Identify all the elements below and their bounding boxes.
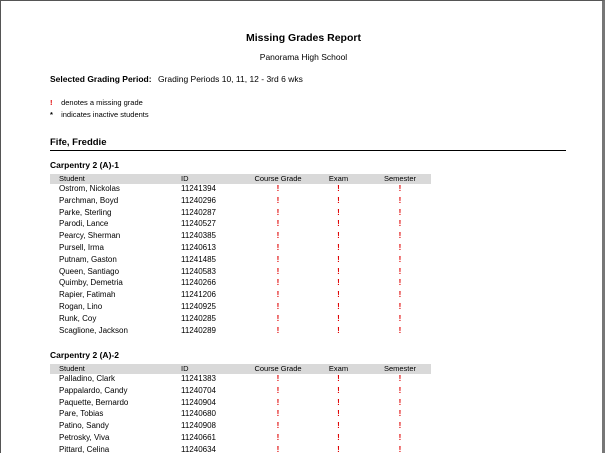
missing-course-grade-mark: ! bbox=[276, 374, 280, 383]
missing-course-grade-mark: ! bbox=[276, 397, 280, 407]
missing-semester-mark: ! bbox=[398, 266, 402, 276]
missing-exam-mark: ! bbox=[337, 432, 340, 442]
missing-semester-mark: ! bbox=[398, 254, 402, 264]
inactive-student-symbol: * bbox=[50, 110, 53, 119]
student-id: 11240385 bbox=[181, 231, 216, 241]
grading-period-label: Selected Grading Period: bbox=[50, 74, 152, 84]
table-row bbox=[50, 386, 431, 398]
missing-semester-mark: ! bbox=[398, 219, 402, 229]
student-name: Pursell, Irma bbox=[59, 242, 104, 252]
missing-semester-mark: ! bbox=[398, 290, 402, 300]
teacher-name: Fife, Freddie bbox=[50, 137, 566, 151]
student-id: 11240680 bbox=[181, 409, 216, 419]
table-row bbox=[50, 421, 431, 433]
missing-exam-mark: ! bbox=[337, 409, 340, 419]
table-header bbox=[50, 174, 431, 184]
missing-course-grade-mark: ! bbox=[276, 219, 280, 229]
missing-exam-mark: ! bbox=[337, 397, 340, 407]
student-name: Rogan, Lino bbox=[59, 301, 103, 311]
missing-course-grade-mark: ! bbox=[276, 290, 280, 300]
column-header-semester: Semester bbox=[383, 174, 417, 183]
missing-course-grade-mark: ! bbox=[276, 325, 280, 335]
missing-course-grade-mark: ! bbox=[276, 301, 280, 311]
student-id: 11241383 bbox=[181, 374, 216, 383]
student-name: Parke, Sterling bbox=[59, 207, 112, 217]
student-name: Pearcy, Sherman bbox=[59, 231, 121, 241]
table-row bbox=[50, 374, 431, 386]
missing-exam-mark: ! bbox=[337, 231, 340, 241]
student-name: Rapier, Fatimah bbox=[59, 290, 116, 300]
table-row bbox=[50, 196, 431, 208]
student-name: Patino, Sandy bbox=[59, 421, 109, 431]
column-header-student: Student bbox=[59, 364, 85, 373]
table-row bbox=[50, 326, 431, 338]
missing-exam-mark: ! bbox=[337, 195, 340, 205]
missing-course-grade-mark: ! bbox=[276, 421, 280, 431]
legend-missing-text: denotes a missing grade bbox=[61, 98, 143, 107]
student-id: 11241485 bbox=[181, 254, 216, 264]
missing-semester-mark: ! bbox=[398, 444, 402, 453]
missing-semester-mark: ! bbox=[398, 385, 402, 395]
course-title: Carpentry 2 (A)-2 bbox=[50, 350, 119, 360]
legend-inactive bbox=[50, 110, 149, 119]
missing-semester-mark: ! bbox=[398, 397, 402, 407]
table-row bbox=[50, 184, 431, 196]
course-title: Carpentry 2 (A)-1 bbox=[50, 160, 119, 170]
missing-semester-mark: ! bbox=[398, 421, 402, 431]
missing-exam-mark: ! bbox=[337, 207, 340, 217]
table-row bbox=[50, 278, 431, 290]
column-header-exam: Exam bbox=[328, 364, 349, 373]
student-name: Queen, Santiago bbox=[59, 266, 120, 276]
missing-course-grade-mark: ! bbox=[276, 278, 280, 288]
missing-exam-mark: ! bbox=[337, 184, 340, 193]
missing-course-grade-mark: ! bbox=[276, 432, 280, 442]
student-name: Petrosky, Viva bbox=[59, 432, 110, 442]
table-row bbox=[50, 255, 431, 267]
student-id: 11240583 bbox=[181, 266, 216, 276]
table-row bbox=[50, 208, 431, 220]
table-row bbox=[50, 231, 431, 243]
missing-course-grade-mark: ! bbox=[276, 231, 280, 241]
column-header-course-grade: Course Grade bbox=[254, 174, 302, 183]
table-row bbox=[50, 302, 431, 314]
missing-course-grade-mark: ! bbox=[276, 242, 280, 252]
missing-course-grade-mark: ! bbox=[276, 313, 280, 323]
student-id: 11241394 bbox=[181, 184, 216, 193]
missing-semester-mark: ! bbox=[398, 231, 402, 241]
missing-exam-mark: ! bbox=[337, 301, 340, 311]
student-name: Parodi, Lance bbox=[59, 219, 109, 229]
table-row bbox=[50, 433, 431, 445]
student-name: Pappalardo, Candy bbox=[59, 385, 128, 395]
column-header-id: ID bbox=[181, 364, 189, 373]
column-header-student: Student bbox=[59, 174, 85, 183]
student-id: 11240527 bbox=[181, 219, 216, 229]
missing-semester-mark: ! bbox=[398, 184, 402, 193]
table-row bbox=[50, 409, 431, 421]
column-header-exam: Exam bbox=[328, 174, 349, 183]
student-id: 11240904 bbox=[181, 397, 216, 407]
student-name: Parchman, Boyd bbox=[59, 195, 119, 205]
missing-exam-mark: ! bbox=[337, 278, 340, 288]
missing-course-grade-mark: ! bbox=[276, 266, 280, 276]
student-id: 11240661 bbox=[181, 432, 216, 442]
student-id: 11240634 bbox=[181, 444, 216, 453]
student-name: Palladino, Clark bbox=[59, 374, 116, 383]
missing-exam-mark: ! bbox=[337, 325, 340, 335]
missing-semester-mark: ! bbox=[398, 313, 402, 323]
report-title: Missing Grades Report bbox=[246, 32, 361, 44]
missing-course-grade-mark: ! bbox=[276, 385, 280, 395]
missing-exam-mark: ! bbox=[337, 242, 340, 252]
missing-semester-mark: ! bbox=[398, 207, 402, 217]
student-id: 11240289 bbox=[181, 325, 216, 335]
missing-course-grade-mark: ! bbox=[276, 254, 280, 264]
missing-semester-mark: ! bbox=[398, 325, 402, 335]
student-id: 11240285 bbox=[181, 313, 216, 323]
student-name: Pittard, Celina bbox=[59, 444, 110, 453]
student-name: Scaglione, Jackson bbox=[59, 325, 128, 335]
column-header-semester: Semester bbox=[383, 364, 417, 373]
table-row bbox=[50, 445, 431, 453]
table-header bbox=[50, 364, 431, 374]
student-id: 11240925 bbox=[181, 301, 216, 311]
student-id: 11240287 bbox=[181, 207, 216, 217]
table-row bbox=[50, 267, 431, 279]
table-row bbox=[50, 314, 431, 326]
column-header-course-grade: Course Grade bbox=[254, 364, 302, 373]
missing-exam-mark: ! bbox=[337, 266, 340, 276]
missing-exam-mark: ! bbox=[337, 219, 340, 229]
grading-period bbox=[50, 74, 303, 84]
student-id: 11240704 bbox=[181, 385, 216, 395]
grading-period-value: Grading Periods 10, 11, 12 - 3rd 6 wks bbox=[157, 74, 303, 84]
missing-semester-mark: ! bbox=[398, 432, 402, 442]
missing-grade-symbol: ! bbox=[50, 98, 53, 107]
missing-exam-mark: ! bbox=[337, 254, 340, 264]
student-id: 11240613 bbox=[181, 242, 216, 252]
missing-semester-mark: ! bbox=[398, 242, 402, 252]
student-name: Paquette, Bernardo bbox=[59, 397, 129, 407]
missing-exam-mark: ! bbox=[337, 374, 340, 383]
student-id: 11240266 bbox=[181, 278, 216, 288]
missing-semester-mark: ! bbox=[398, 374, 402, 383]
missing-course-grade-mark: ! bbox=[276, 409, 280, 419]
missing-exam-mark: ! bbox=[337, 290, 340, 300]
missing-exam-mark: ! bbox=[337, 385, 340, 395]
course-section bbox=[50, 160, 431, 337]
missing-course-grade-mark: ! bbox=[276, 207, 280, 217]
student-name: Quimby, Demetria bbox=[59, 278, 123, 288]
legend-missing bbox=[50, 98, 143, 107]
table-row bbox=[50, 398, 431, 410]
course-section bbox=[50, 350, 431, 453]
missing-semester-mark: ! bbox=[398, 409, 402, 419]
student-name: Pare, Tobias bbox=[59, 409, 104, 419]
student-name: Putnam, Gaston bbox=[59, 254, 117, 264]
missing-course-grade-mark: ! bbox=[276, 195, 280, 205]
school-name: Panorama High School bbox=[259, 52, 348, 62]
table-row bbox=[50, 243, 431, 255]
student-id: 11241206 bbox=[181, 290, 216, 300]
missing-semester-mark: ! bbox=[398, 195, 402, 205]
column-header-id: ID bbox=[181, 174, 189, 183]
student-id: 11240296 bbox=[181, 195, 216, 205]
student-name: Ostrom, Nickolas bbox=[59, 184, 120, 193]
missing-course-grade-mark: ! bbox=[276, 444, 280, 453]
missing-semester-mark: ! bbox=[398, 278, 402, 288]
missing-semester-mark: ! bbox=[398, 301, 402, 311]
table-row bbox=[50, 290, 431, 302]
missing-exam-mark: ! bbox=[337, 421, 340, 431]
table-row bbox=[50, 219, 431, 231]
legend-inactive-text: indicates inactive students bbox=[61, 110, 149, 119]
missing-exam-mark: ! bbox=[337, 313, 340, 323]
student-name: Runk, Coy bbox=[59, 313, 97, 323]
missing-exam-mark: ! bbox=[337, 444, 340, 453]
missing-course-grade-mark: ! bbox=[276, 184, 280, 193]
student-id: 11240908 bbox=[181, 421, 216, 431]
